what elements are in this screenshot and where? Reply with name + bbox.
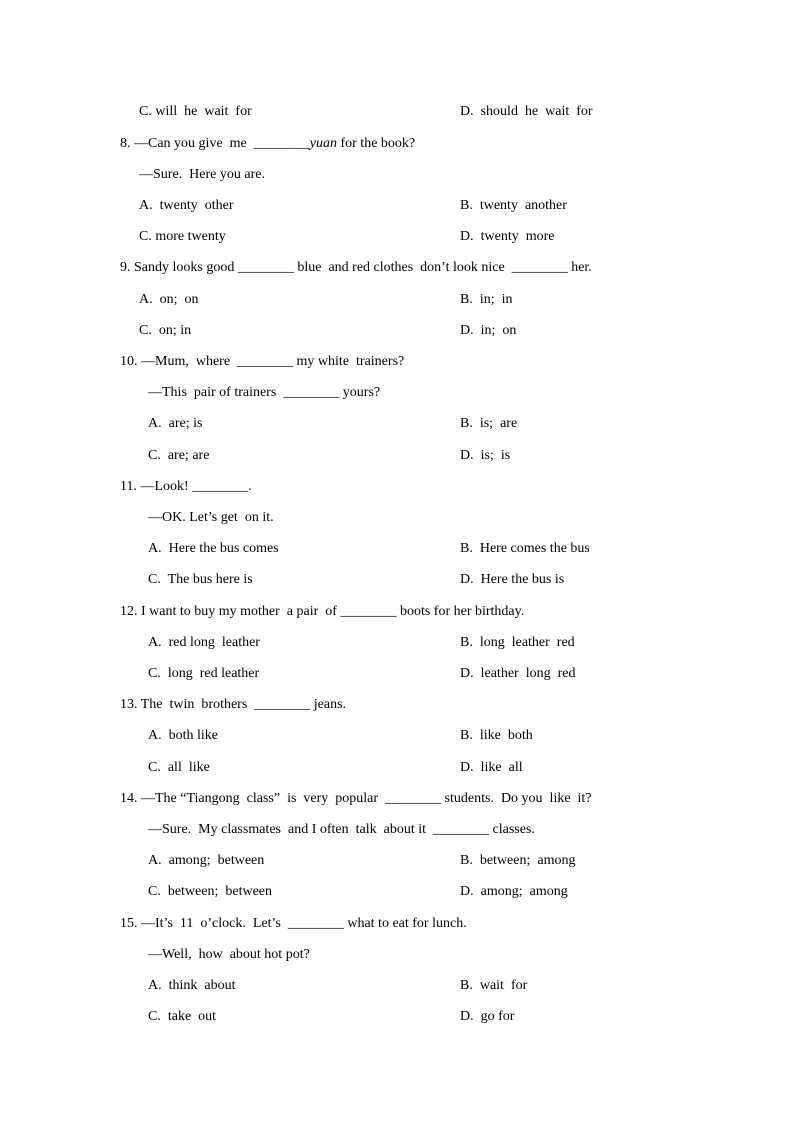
question-13: 13. The twin brothers ________ jeans.: [120, 697, 347, 712]
option-c: C. between; between: [148, 884, 273, 899]
question-14: 14. —The “Tiangong class” is very popular ________ students. Do you like it?: [120, 791, 592, 806]
option-c: C. will he wait for: [139, 104, 252, 119]
option-a: A. both like: [148, 728, 218, 743]
option-d: D. go for: [460, 1009, 515, 1024]
option-b: B. like both: [460, 728, 533, 743]
question-8-reply: —Sure. Here you are.: [139, 167, 265, 182]
option-a: A. twenty other: [139, 198, 234, 213]
question-10: 10. —Mum, where ________ my white trainers?: [120, 354, 405, 369]
option-d: D. like all: [460, 760, 523, 775]
option-d: D. should he wait for: [460, 104, 593, 119]
option-a: A. think about: [148, 978, 236, 993]
option-b: B. in; in: [460, 292, 513, 307]
question-15-reply: —Well, how about hot pot?: [148, 947, 310, 962]
option-d: D. twenty more: [460, 229, 555, 244]
question-11-reply: —OK. Let’s get on it.: [148, 510, 274, 525]
question-8-post: for the book?: [336, 136, 416, 151]
question-14-reply: —Sure. My classmates and I often talk about it ________ classes.: [148, 822, 535, 837]
question-9: 9. Sandy looks good ________ blue and red clothes don’t look nice ________ her.: [120, 260, 592, 275]
option-a: A. among; between: [148, 853, 265, 868]
option-c: C. are; are: [148, 448, 210, 463]
option-c: C. The bus here is: [148, 572, 253, 587]
question-11: 11. —Look! ________.: [120, 479, 252, 494]
option-d: D. Here the bus is: [460, 572, 565, 587]
question-8-italic: yuan: [309, 136, 337, 151]
question-10-reply: —This pair of trainers ________ yours?: [148, 385, 381, 400]
option-a: A. are; is: [148, 416, 203, 431]
option-c: C. more twenty: [139, 229, 226, 244]
option-b: B. long leather red: [460, 635, 575, 650]
option-d: D. leather long red: [460, 666, 576, 681]
option-b: B. between; among: [460, 853, 576, 868]
option-a: A. Here the bus comes: [148, 541, 279, 556]
option-b: B. wait for: [460, 978, 528, 993]
question-8-pre: 8. —Can you give me ________: [120, 136, 310, 151]
question-8: [120, 136, 415, 152]
option-a: A. red long leather: [148, 635, 260, 650]
option-a: A. on; on: [139, 292, 199, 307]
option-c: C. all like: [148, 760, 210, 775]
option-d: D. among; among: [460, 884, 568, 899]
option-c: C. long red leather: [148, 666, 260, 681]
option-d: D. in; on: [460, 323, 517, 338]
question-15: 15. —It’s 11 o’clock. Let’s ________ what to eat for lunch.: [120, 916, 467, 931]
option-c: C. take out: [148, 1009, 217, 1024]
option-d: D. is; is: [460, 448, 511, 463]
option-b: B. twenty another: [460, 198, 567, 213]
option-c: C. on; in: [139, 323, 192, 338]
question-12: 12. I want to buy my mother a pair of ________ boots for her birthday.: [120, 604, 525, 619]
option-b: B. Here comes the bus: [460, 541, 590, 556]
option-b: B. is; are: [460, 416, 518, 431]
